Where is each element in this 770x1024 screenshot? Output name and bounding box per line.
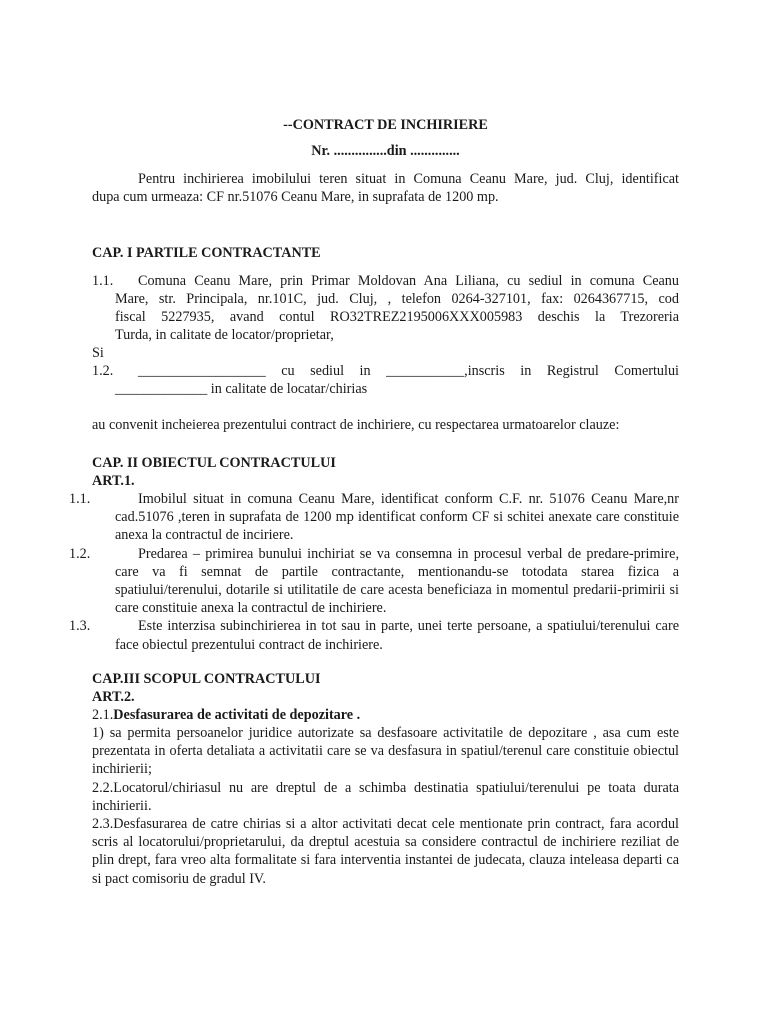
intro-line-1: Pentru inchirierea imobilului teren situat in Comuna Ceanu Mare, jud. Cluj, identificat <box>138 171 679 187</box>
clause-1-1-line-2: Mare, str. Principala, nr.101C, jud. Cluj, , telefon 0264-327101, fax: 0264367715, cod <box>115 291 679 307</box>
clause-2-3 <box>69 617 679 653</box>
clause-1-2-number: 1.2. <box>92 363 114 379</box>
clause-2-3-text: Este interzisa subinchirierea in tot sau in parte, unei terte persoane, a spatiului/terenului care face obiectul prezentului contract de inchiriere. <box>115 618 679 653</box>
cap3-heading: CAP.III SCOPUL CONTRACTULUI <box>92 671 321 687</box>
clause-1-2-line-2: _____________ in calitate de locatar/chirias <box>115 381 368 397</box>
clause-2-1 <box>69 490 679 545</box>
cap3-body <box>92 724 679 888</box>
art2-label: ART.2. <box>92 689 135 705</box>
cap1-heading: CAP. I PARTILE CONTRACTANTE <box>92 245 321 261</box>
clause-2-3-number: 1.3. <box>69 618 91 635</box>
clause-2-2 <box>69 545 679 618</box>
clause-1-1-line-1 <box>92 272 679 290</box>
clause-3-point-1: 1) sa permita persoanelor juridice autorizate sa desfasoare activitatile de depozitare , asa cum este prezentata in oferta detaliata a activitatii care se va desfasura in spatiul/terenul care constituie obiectul inchirierii; <box>92 725 679 778</box>
clause-2-1-number: 1.1. <box>69 491 91 507</box>
clause-2-2-number: 1.2. <box>69 545 91 562</box>
clause-1-2-text-1: __________________ cu sediul in ___________,inscris in Registrul Comertului <box>138 363 679 379</box>
clause-1-1-number: 1.1. <box>92 273 114 289</box>
clause-3-3: 2.3.Desfasurarea de catre chirias si a altor activitati decat cele mentionate prin contract, fara acordul scris al locatorului/proprietarului, da dreptul acestuia sa considere contractul de inchiriere reziliat de plin drept, fara vreo alta formalitate si fara interventia instantei de judecata, clauza inteleasa departi ca si pact comisoriu de gradul IV. <box>92 816 679 887</box>
clause-1-1-line-3: fiscal 5227935, avand contul RO32TREZ2195006XXX005983 deschis la Trezoreria <box>115 309 679 325</box>
intro-line-2: dupa cum urmeaza: CF nr.51076 Ceanu Mare, in suprafata de 1200 mp. <box>92 189 499 205</box>
art1-label: ART.1. <box>92 473 135 489</box>
clause-3-1-number: 2.1. <box>92 707 114 723</box>
clause-2-1-text: Imobilul situat in comuna Ceanu Mare, identificat conform C.F. nr. 51076 Ceanu Mare,nr cad.51076 ,teren in suprafata de 1200 mp identificat conform CF si schitei anexate care constituie anexa la contractul de inciriere. <box>115 491 679 544</box>
agreement-line: au convenit incheierea prezentului contract de inchiriere, cu respectarea urmatoarelor clauze: <box>92 417 620 433</box>
clause-3-1 <box>92 706 679 724</box>
clause-1-1-line-4: Turda, in calitate de locator/proprietar, <box>115 327 334 343</box>
clause-1-2-line-1 <box>92 362 679 380</box>
clause-1-1-text-1: Comuna Ceanu Mare, prin Primar Moldovan Ana Liliana, cu sediul in comuna Ceanu <box>138 273 679 289</box>
clause-3-1-bold-text: Desfasurarea de activitati de depozitare . <box>113 707 361 723</box>
si-conjunction: Si <box>92 345 104 361</box>
contract-title: --CONTRACT DE INCHIRIERE <box>283 117 488 133</box>
clause-3-2: 2.2.Locatorul/chiriasul nu are dreptul de a schimba destinatia spatiului/terenului pe toata durata inchirierii. <box>92 779 679 814</box>
cap2-clauses <box>69 490 679 654</box>
contract-number: Nr. ...............din .............. <box>311 143 460 159</box>
clause-2-2-text: Predarea – primirea bunului inchiriat se va consemna in procesul verbal de predare-primire, care va fi semnat de partile contractante, mentionandu-se totodata starea fizica a spatiului/terenului, dotarile si utilitatile de care acesta beneficiaza in momentul predarii-primirii si care constituie anexa la contractul de inchiriere. <box>115 545 679 617</box>
cap2-heading: CAP. II OBIECTUL CONTRACTULUI <box>92 455 336 471</box>
